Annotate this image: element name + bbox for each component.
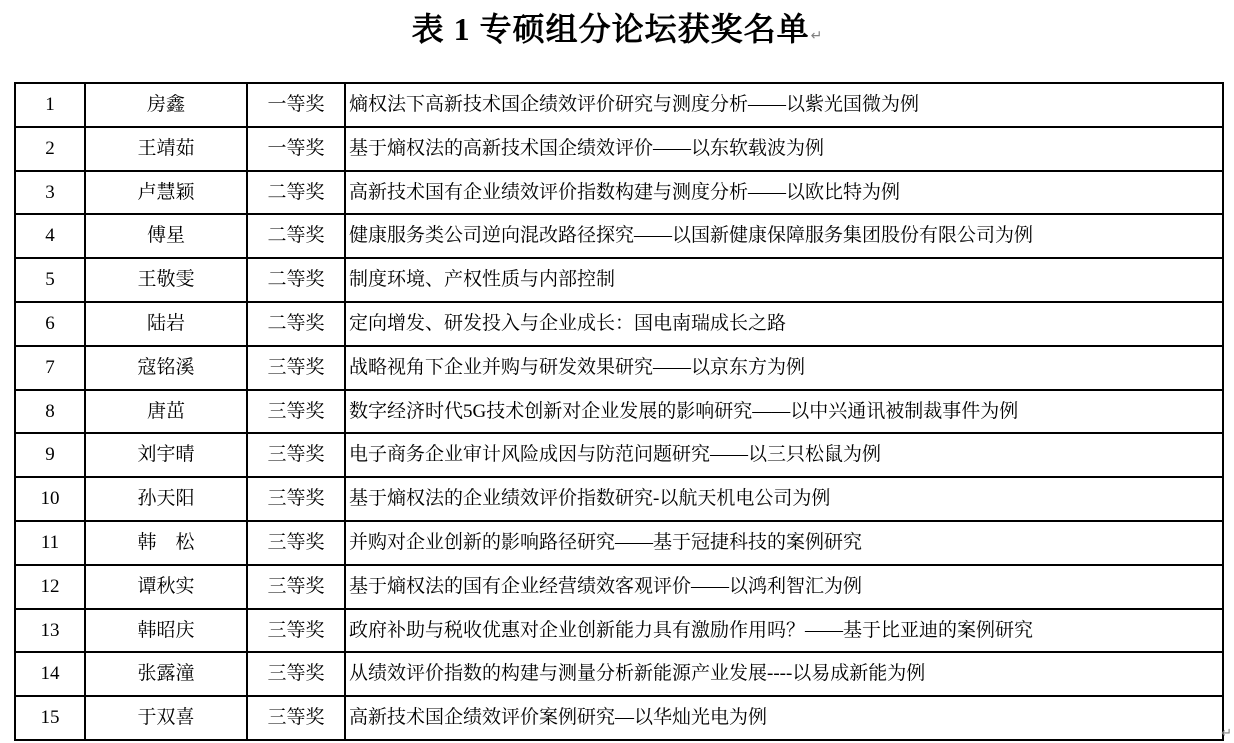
winner-name-cell: 张露潼 [85, 652, 247, 696]
table-row [15, 346, 1223, 390]
award-level-cell: 三等奖 [247, 521, 345, 565]
row-number-cell: 8 [15, 390, 85, 434]
row-number-cell: 15 [15, 696, 85, 740]
thesis-title-cell: 并购对企业创新的影响路径研究——基于冠捷科技的案例研究 [345, 521, 1223, 565]
awards-table-body [15, 83, 1223, 740]
table-row [15, 477, 1223, 521]
table-row [15, 258, 1223, 302]
winner-name-cell: 卢慧颖 [85, 171, 247, 215]
winner-name-cell: 房鑫 [85, 83, 247, 127]
winner-name-cell: 孙天阳 [85, 477, 247, 521]
award-level-cell: 三等奖 [247, 346, 345, 390]
thesis-title-cell: 基于熵权法的企业绩效评价指数研究-以航天机电公司为例 [345, 477, 1223, 521]
table-row [15, 390, 1223, 434]
winner-name-cell: 韩昭庆 [85, 609, 247, 653]
table-row [15, 609, 1223, 653]
row-number-cell: 3 [15, 171, 85, 215]
row-number-cell: 4 [15, 214, 85, 258]
thesis-title-cell: 基于熵权法的国有企业经营绩效客观评价——以鸿利智汇为例 [345, 565, 1223, 609]
award-level-cell: 二等奖 [247, 302, 345, 346]
winner-name-cell: 刘宇晴 [85, 433, 247, 477]
thesis-title-cell: 熵权法下高新技术国企绩效评价研究与测度分析——以紫光国微为例 [345, 83, 1223, 127]
row-number-cell: 9 [15, 433, 85, 477]
winner-name-cell: 王靖茹 [85, 127, 247, 171]
row-number-cell: 10 [15, 477, 85, 521]
row-number-cell: 1 [15, 83, 85, 127]
award-level-cell: 一等奖 [247, 83, 345, 127]
winner-name-cell: 谭秋实 [85, 565, 247, 609]
thesis-title-cell: 数字经济时代5G技术创新对企业发展的影响研究——以中兴通讯被制裁事件为例 [345, 390, 1223, 434]
row-number-cell: 13 [15, 609, 85, 653]
table-row [15, 521, 1223, 565]
winner-name-cell: 韩 松 [85, 521, 247, 565]
table-row [15, 214, 1223, 258]
table-row [15, 433, 1223, 477]
table-row [15, 696, 1223, 740]
award-level-cell: 三等奖 [247, 433, 345, 477]
table-row [15, 171, 1223, 215]
thesis-title-cell: 电子商务企业审计风险成因与防范问题研究——以三只松鼠为例 [345, 433, 1223, 477]
thesis-title-cell: 制度环境、产权性质与内部控制 [345, 258, 1223, 302]
thesis-title-cell: 高新技术国有企业绩效评价指数构建与测度分析——以欧比特为例 [345, 171, 1223, 215]
document-title-line [0, 4, 1234, 50]
paragraph-mark-icon: ↵ [1221, 726, 1232, 741]
thesis-title-cell: 高新技术国企绩效评价案例研究—以华灿光电为例 [345, 696, 1223, 740]
paragraph-mark-icon: ↵ [810, 28, 823, 45]
winner-name-cell: 王敬雯 [85, 258, 247, 302]
row-number-cell: 2 [15, 127, 85, 171]
award-level-cell: 二等奖 [247, 214, 345, 258]
table-row [15, 127, 1223, 171]
award-level-cell: 三等奖 [247, 696, 345, 740]
winner-name-cell: 唐茁 [85, 390, 247, 434]
row-number-cell: 11 [15, 521, 85, 565]
awards-table [14, 82, 1224, 741]
thesis-title-cell: 从绩效评价指数的构建与测量分析新能源产业发展----以易成新能为例 [345, 652, 1223, 696]
winner-name-cell: 陆岩 [85, 302, 247, 346]
thesis-title-cell: 政府补助与税收优惠对企业创新能力具有激励作用吗？——基于比亚迪的案例研究 [345, 609, 1223, 653]
award-level-cell: 一等奖 [247, 127, 345, 171]
award-level-cell: 三等奖 [247, 609, 345, 653]
thesis-title-cell: 健康服务类公司逆向混改路径探究——以国新健康保障服务集团股份有限公司为例 [345, 214, 1223, 258]
thesis-title-cell: 定向增发、研发投入与企业成长：国电南瑞成长之路 [345, 302, 1223, 346]
table-row [15, 302, 1223, 346]
winner-name-cell: 于双喜 [85, 696, 247, 740]
row-number-cell: 14 [15, 652, 85, 696]
row-number-cell: 12 [15, 565, 85, 609]
award-level-cell: 二等奖 [247, 258, 345, 302]
row-number-cell: 5 [15, 258, 85, 302]
award-level-cell: 二等奖 [247, 171, 345, 215]
winner-name-cell: 傅星 [85, 214, 247, 258]
page-title: 表 1 专硕组分论坛获奖名单 [411, 11, 810, 47]
row-number-cell: 6 [15, 302, 85, 346]
thesis-title-cell: 战略视角下企业并购与研发效果研究——以京东方为例 [345, 346, 1223, 390]
award-level-cell: 三等奖 [247, 652, 345, 696]
award-level-cell: 三等奖 [247, 477, 345, 521]
row-number-cell: 7 [15, 346, 85, 390]
table-row [15, 652, 1223, 696]
award-level-cell: 三等奖 [247, 565, 345, 609]
table-row [15, 565, 1223, 609]
winner-name-cell: 寇铭溪 [85, 346, 247, 390]
award-level-cell: 三等奖 [247, 390, 345, 434]
thesis-title-cell: 基于熵权法的高新技术国企绩效评价——以东软载波为例 [345, 127, 1223, 171]
table-row [15, 83, 1223, 127]
